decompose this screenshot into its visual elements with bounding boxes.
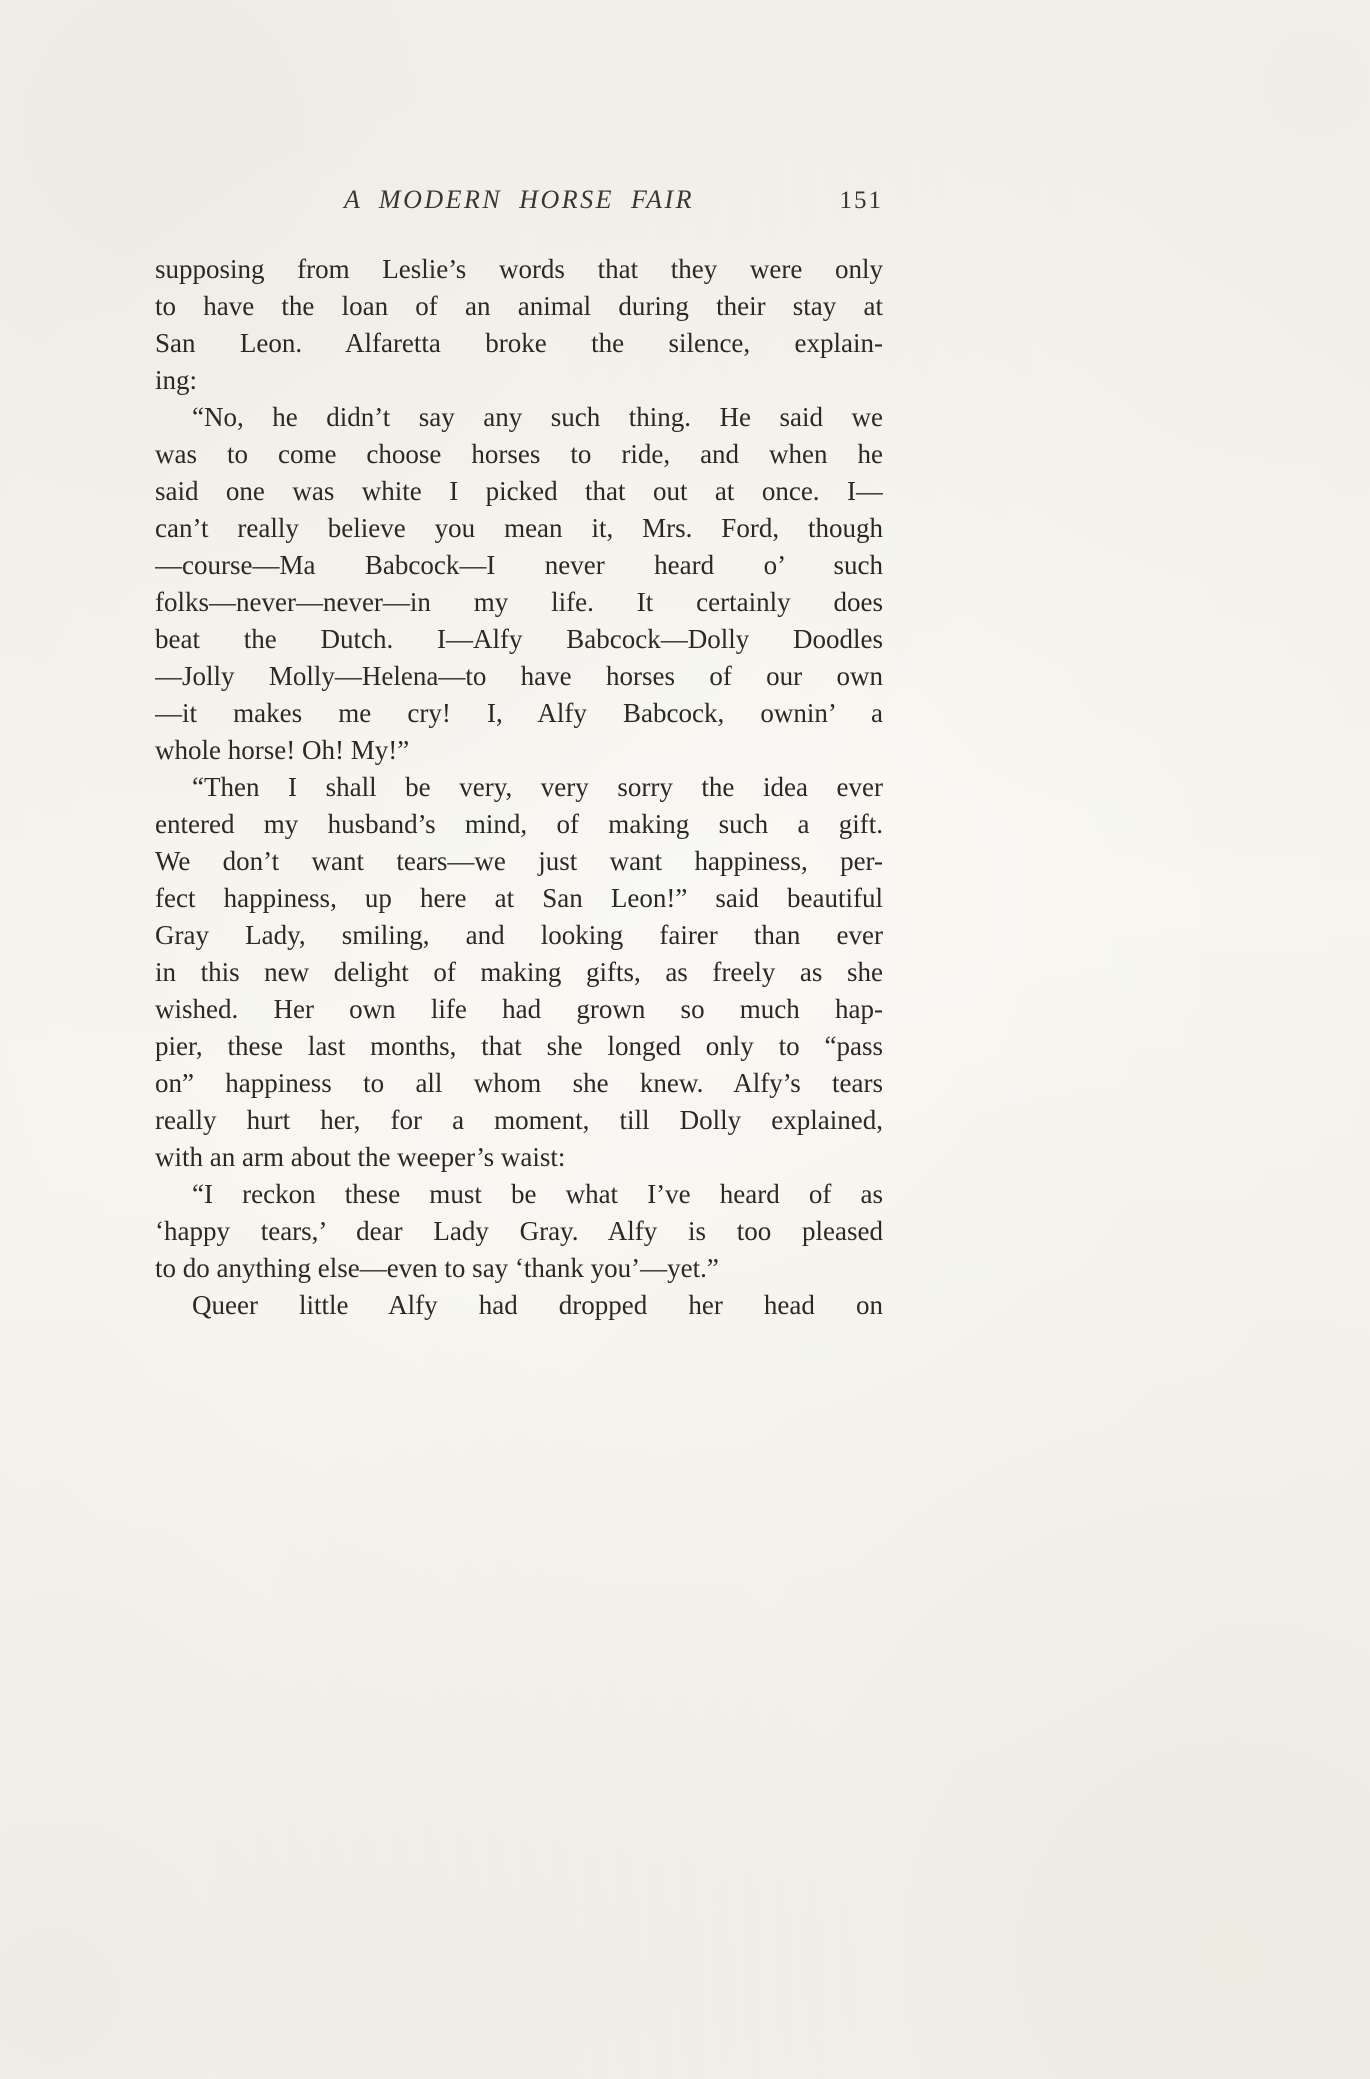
- text-line: said one was white I picked that out at once. I—: [155, 476, 883, 506]
- paragraph: [155, 399, 883, 769]
- text-line: was to come choose horses to ride, and when he: [155, 439, 883, 469]
- text-line: “Then I shall be very, very sorry the idea ever: [192, 772, 883, 802]
- text-line: pier, these last months, that she longed only to “pass: [155, 1031, 883, 1061]
- running-head-title: A MODERN HORSE FAIR: [344, 185, 694, 214]
- paragraph: [155, 769, 883, 1176]
- page-number: 151: [839, 187, 883, 214]
- text-line: in this new delight of making gifts, as freely as she: [155, 957, 883, 987]
- page-header: [155, 185, 883, 221]
- text-line: Queer little Alfy had dropped her head on: [192, 1290, 883, 1320]
- text-line: beat the Dutch. I—Alfy Babcock—Dolly Doodles: [155, 624, 883, 654]
- text-line: to have the loan of an animal during their stay at: [155, 291, 883, 321]
- text-line: Gray Lady, smiling, and looking fairer than ever: [155, 920, 883, 950]
- text-line: ‘happy tears,’ dear Lady Gray. Alfy is too pleased: [155, 1216, 883, 1246]
- paragraph: [155, 1176, 883, 1287]
- paragraph: [155, 251, 883, 399]
- text-line: on” happiness to all whom she knew. Alfy’s tears: [155, 1068, 883, 1098]
- text-line: “I reckon these must be what I’ve heard of as: [192, 1179, 883, 1209]
- text-line: —it makes me cry! I, Alfy Babcock, ownin’ a: [155, 698, 883, 728]
- text-line: folks—never—never—in my life. It certainly does: [155, 587, 883, 617]
- page-body: [155, 251, 883, 1324]
- text-line: —Jolly Molly—Helena—to have horses of our own: [155, 661, 883, 691]
- text-line: ing:: [155, 365, 198, 395]
- text-line: —course—Ma Babcock—I never heard o’ such: [155, 550, 883, 580]
- text-line: really hurt her, for a moment, till Dolly explained,: [155, 1105, 883, 1135]
- text-line: with an arm about the weeper’s waist:: [155, 1142, 566, 1172]
- text-line: wished. Her own life had grown so much hap-: [155, 994, 883, 1024]
- text-line: We don’t want tears—we just want happiness, per-: [155, 846, 883, 876]
- text-line: fect happiness, up here at San Leon!” said beautiful: [155, 883, 883, 913]
- paragraph: [155, 1287, 883, 1324]
- text-line: whole horse! Oh! My!”: [155, 735, 410, 765]
- text-line: can’t really believe you mean it, Mrs. Ford, though: [155, 513, 883, 543]
- text-line: to do anything else—even to say ‘thank you’—yet.”: [155, 1253, 719, 1283]
- text-line: “No, he didn’t say any such thing. He said we: [192, 402, 883, 432]
- text-line: San Leon. Alfaretta broke the silence, explain-: [155, 328, 883, 358]
- text-line: supposing from Leslie’s words that they were only: [155, 254, 883, 284]
- text-line: entered my husband’s mind, of making such a gift.: [155, 809, 883, 839]
